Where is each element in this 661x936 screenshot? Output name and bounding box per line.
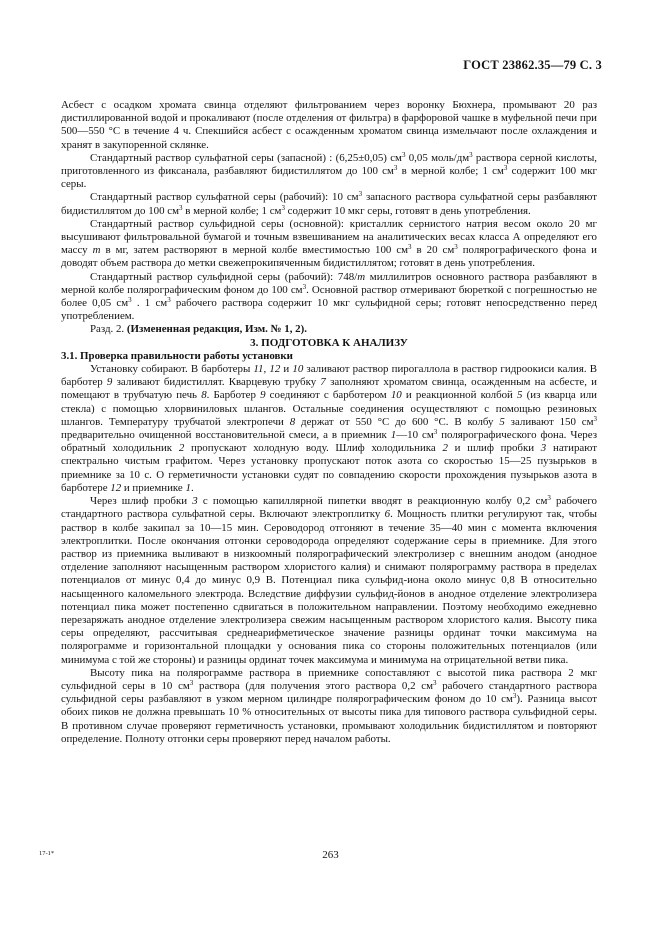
document-body xyxy=(61,99,597,746)
subsection-heading: 3.1. Проверка правильности работы установки xyxy=(61,349,293,362)
paragraph-comparison: Высоту пика на полярограмме раствора в приемнике сопоставляют с высотой пика раствора 2 мкг сульфидной серы в 10 $см^3$ раствора (для получения этого раствора 0,2 $см^3$ рабочего стандартного раствора сульфидной серы разбавляют в узком мерном цилиндре полярографическим фоном до 10 $см^3$). Разница высот обоих пиков не должна превышать 10 % относительных от высоты пика для типового раствора сульфидной серы. В противном случае проверяют герметичность установки, промывают холодильник бидистиллятом и повторяют определение. Полноту отгонки серы проверяют перед началом работы. xyxy=(61,666,597,745)
page-header: ГОСТ 23862.35—79 С. 3 xyxy=(463,58,602,72)
paragraph-setup: Установку собирают. В барботеры 11, 12 и 10 заливают раствор пирогаллола в раствор гидроокиси калия. В барботер 9 заливают бидистиллят. Кварцевую трубку 7 заполняют хроматом свинца, осажденным на асбесте, и помещают в трубчатую печь 8. Барботер 9 соединяют с барботером 10 и реакционной колбой 5 (из кварца или стекла) с помощью хлорвиниловых шлангов. Остальные соединения осуществляют с помощью резиновых шлангов. Температуру трубчатой электропечи 8 держат от 550 °С до 600 °С. В колбу 5 заливают 150 $см^3$ предварительно очищенной восстановительной смеси, а в приемник 1—10 $см^3$ полярографического фона. Через обратный холодильник 2 пропускают холодную воду. Шлиф холодильника 2 и шлиф пробки 3 натирают спектрально чистым графитом. Через установку пропускают поток азота со скоростью 15—25 пузырьков в приемнике за 10 с. О герметичности установки судят по совпадению скорости прохождения пузырьков азота в барботере 12 и приемнике 1. xyxy=(61,363,598,494)
paragraph-sulfide-main: Стандартный раствор сульфидной серы (основной): кристаллик сернистого натрия весом около 20 мг высушивают фильтровальной бумагой и точным взвешиванием на аналитических весах класса А определяют его массу m в мг, затем растворяют в мерной колбе вместимостью 100 $см^3$ в 20 $см^3$ полярографического фона и доводят объем раствора до метки свежепрокипяченным бидистиллятом; готовят в день употребления. xyxy=(61,217,598,270)
paragraph-amendment: Разд. 2. (Измененная редакция, Изм. № 1, 2). xyxy=(90,323,307,336)
page-number: 263 xyxy=(322,849,339,861)
section-heading: 3. ПОДГОТОВКА К АНАЛИЗУ xyxy=(250,336,408,349)
paragraph-sulfide-working: Стандартный раствор сульфидной серы (рабочий): 748/m миллилитров основного раствора разбавляют в мерной колбе полярографическим фоном до 100 $см^3$. Основной раствор отмеривают бюреткой с погрешностью не более 0,05 $см^3$ . 1 $см^3$ рабочего раствора содержит 10 мкг сульфидной серы; готовят непосредственно перед употреблением. xyxy=(61,270,598,323)
print-mark: 17-1* xyxy=(39,850,55,857)
paragraph-asbestos: Асбест с осадком хромата свинца отделяют фильтрованием через воронку Бюхнера, промывают 20 раз дистиллированной водой и прокаливают (после отделения от фильтра) в фарфоровой чашке в муфельной печи при 500—550 °С в течение 4 ч. Спекшийся асбест с осажденным хроматом свинца измельчают после охлаждения и хранят в закупоренной склянке. xyxy=(61,99,597,151)
paragraph-sulfate-stock: Стандартный раствор сульфатной серы (запасной) : (6,25±0,05) $см^3$ 0,05 моль/$дм^3$ раствора серной кислоты, приготовленного из фиксанала, разбавляют бидистиллятом до 100 $см^3$ в мерной колбе; 1 $см^3$ содержит 100 мкг серы. xyxy=(61,150,597,191)
paragraph-sulfate-working: Стандартный раствор сульфатной серы (рабочий): 10 $см^3$ запасного раствора сульфатной серы разбавляют бидистиллятом до 100 $см^3$ в мерной колбе; 1 $см^3$ содержит 10 мкг серы, готовят в день употребления. xyxy=(61,190,598,217)
paragraph-procedure: Через шлиф пробки 3 с помощью капиллярной пипетки вводят в реакционную колбу 0,2 $см^3$ рабочего стандартного раствора сульфатной серы. Включают электроплитку 6. Мощность плитки регулируют так, чтобы раствор в колбе закипал за 10—15 мин. Сероводород отгоняют в течение 35—40 мин с момента включения электроплитки. После окончания отгонки сероводорода определяют содержание серы в приемнике. Для этого раствор из приемника выливают в низкоомный полярографический электролизер с внешним анодом (анодное отделение заполняют насыщенным раствором хлористого калия) и снимают полярограмму раствора в пределах потенциалов от минус 0,4 до минус 0,9 В. Потенциал пика сульфид-иона около минус 0,8 В относительно насыщенного каломельного электрода. Вследствие диффузии сульфид-йонов в анодное отделение электролизера потенциал пика может постепенно сдвигаться в положительном направлении. Поэтому необходимо ежедневно перезаряжать анодное отделение электролизера свежим насыщенным раствором хлористого калия. Высоту пика серы определяют, рассчитывая среднеарифметическое значение разницы ординат точки максимума на полярограмме и горизонтальной площадки у основания пика со стороны положительных потенциалов (или минимума с той же стороны) и разницы ординат точек максимума и минимума на отрицательной ветви пика. xyxy=(61,494,597,666)
